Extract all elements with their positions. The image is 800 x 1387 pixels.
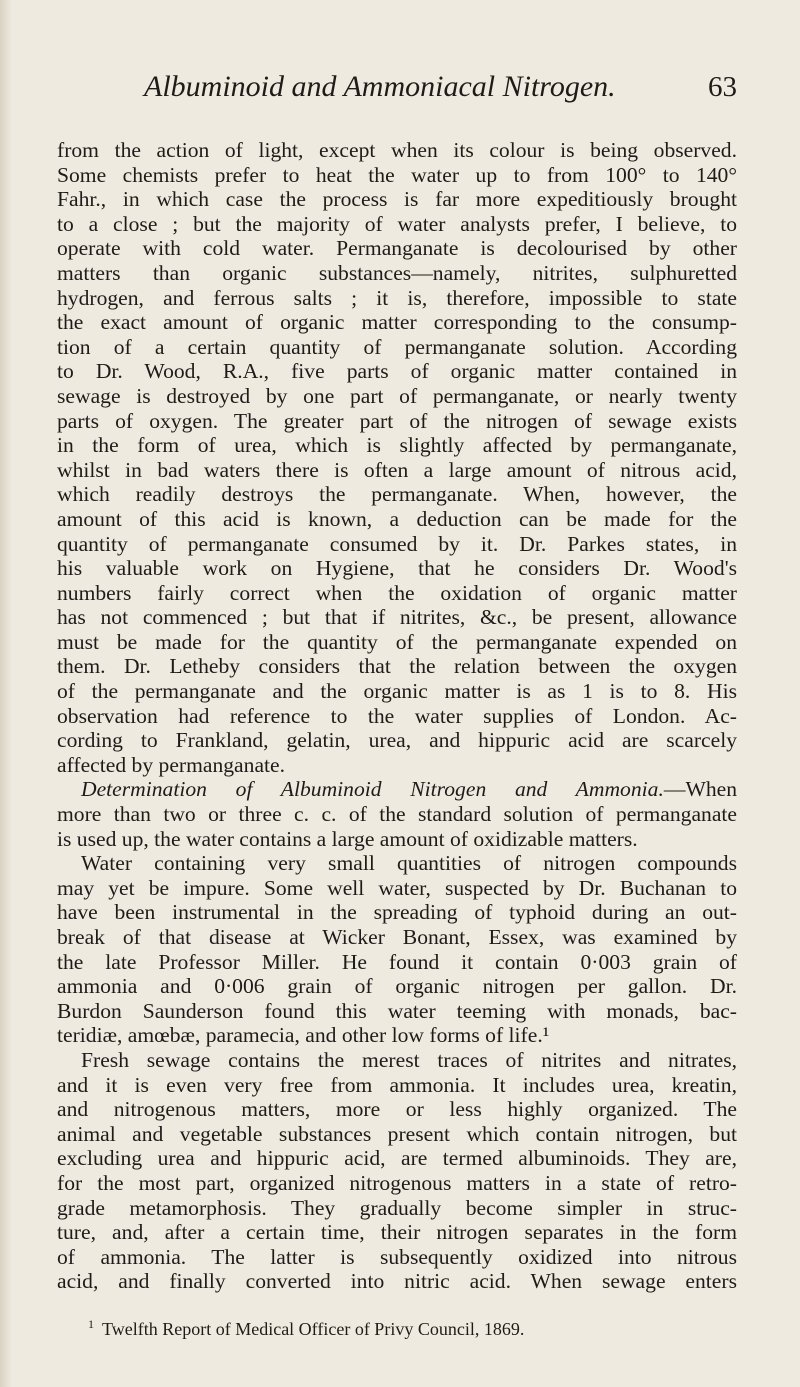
text-line: break of that disease at Wicker Bonant, Essex, was examined by bbox=[57, 925, 737, 949]
paragraph-4 bbox=[57, 1048, 737, 1294]
text-line: his valuable work on Hygiene, that he considers Dr. Wood's bbox=[57, 556, 737, 581]
text-line: more than two or three c. c. of the standard solution of permanganate bbox=[57, 802, 737, 827]
text-line: and it is even very free from ammonia. It includes urea, kreatin, bbox=[57, 1072, 737, 1097]
text-line: is used up, the water contains a large amount of oxidizable matters. bbox=[57, 826, 638, 851]
text-line: hydrogen, and ferrous salts ; it is, therefore, impossible to state bbox=[57, 285, 737, 310]
text-line: must be made for the quantity of the permanganate expended on bbox=[57, 629, 737, 654]
text-line: animal and vegetable substances present which contain nitrogen, but bbox=[57, 1121, 737, 1146]
text-line: Fresh sewage contains the merest traces of nitrites and nitrates, bbox=[81, 1047, 737, 1072]
text-line: the exact amount of organic matter corresponding to the consump- bbox=[57, 310, 737, 335]
text-line: in the form of urea, which is slightly affected by permanganate, bbox=[57, 433, 737, 458]
text-line: to Dr. Wood, R.A., five parts of organic matter contained in bbox=[57, 359, 737, 384]
text-line: Fahr., in which case the process is far more expeditiously brought bbox=[57, 187, 737, 212]
text-line: of the permanganate and the organic matter is as 1 is to 8. His bbox=[57, 679, 737, 704]
footnote-marker: 1 bbox=[88, 1317, 94, 1331]
running-header bbox=[144, 70, 737, 104]
running-title: Albuminoid and Ammoniacal Nitrogen. bbox=[144, 70, 616, 103]
text-line: quantity of permanganate consumed by it. Dr. Parkes states, in bbox=[57, 531, 737, 556]
footnote bbox=[88, 1317, 748, 1340]
page-number: 63 bbox=[708, 71, 737, 103]
text-line: whilst in bad waters there is often a large amount of nitrous acid, bbox=[57, 457, 737, 482]
text-line: ture, and, after a certain time, their nitrogen separates in the form bbox=[57, 1220, 737, 1245]
text-line: tion of a certain quantity of permanganate solution. According bbox=[57, 334, 737, 359]
text-line: and nitrogenous matters, more or less highly organized. The bbox=[57, 1097, 737, 1122]
text-line: cording to Frankland, gelatin, urea, and hippuric acid are scarcely bbox=[57, 728, 737, 753]
text-line: acid, and finally converted into nitric acid. When sewage enters bbox=[57, 1269, 737, 1294]
text-line: the late Professor Miller. He found it contain 0·003 grain of bbox=[57, 949, 737, 974]
text-line: has not commenced ; but that if nitrites, &c., be present, allowance bbox=[57, 605, 737, 630]
page-spine-shadow bbox=[0, 0, 12, 1387]
text-line: teridiæ, amœbæ, paramecia, and other low forms of life.¹ bbox=[57, 1023, 550, 1048]
text-line: numbers fairly correct when the oxidation of organic matter bbox=[57, 580, 737, 605]
text-line: observation had reference to the water supplies of London. Ac- bbox=[57, 703, 737, 728]
section-heading: Determination of Albuminoid Nitrogen and Ammonia. bbox=[81, 777, 664, 802]
text-line: Some chemists prefer to heat the water up to from 100° to 140° bbox=[57, 162, 737, 187]
text-line: sewage is destroyed by one part of permanganate, or nearly twenty bbox=[57, 383, 737, 408]
text-line: operate with cold water. Permanganate is decolourised by other bbox=[57, 236, 737, 261]
text-line: have been instrumental in the spreading of typhoid during an out- bbox=[57, 900, 737, 925]
section-heading-tail: —When bbox=[663, 777, 737, 802]
text-line: for the most part, organized nitrogenous matters in a state of retro- bbox=[57, 1170, 737, 1195]
paragraph-2-first-line bbox=[57, 777, 737, 802]
text-line: parts of oxygen. The greater part of the nitrogen of sewage exists bbox=[57, 408, 737, 433]
text-line: to a close ; but the majority of water analysts prefer, I believe, to bbox=[57, 211, 737, 236]
paragraph-3 bbox=[57, 851, 737, 1048]
text-line: ammonia and 0·006 grain of organic nitrogen per gallon. Dr. bbox=[57, 974, 737, 999]
text-line: of ammonia. The latter is subsequently oxidized into nitrous bbox=[57, 1244, 737, 1269]
text-line: may yet be impure. Some well water, suspected by Dr. Buchanan to bbox=[57, 875, 737, 900]
body-text bbox=[57, 138, 737, 1294]
text-line: them. Dr. Letheby considers that the relation between the oxygen bbox=[57, 654, 737, 679]
text-line: amount of this acid is known, a deduction can be made for the bbox=[57, 506, 737, 531]
paragraph-2 bbox=[57, 802, 737, 851]
footnote-text: Twelfth Report of Medical Officer of Privy Council, 1869. bbox=[102, 1319, 525, 1339]
text-line: from the action of light, except when its colour is being observed. bbox=[57, 138, 737, 162]
text-line: grade metamorphosis. They gradually become simpler in struc- bbox=[57, 1195, 737, 1220]
text-line: Burdon Saunderson found this water teeming with monads, bac- bbox=[57, 998, 737, 1023]
text-line: excluding urea and hippuric acid, are termed albuminoids. They are, bbox=[57, 1146, 737, 1171]
text-line: affected by permanganate. bbox=[57, 752, 286, 777]
paragraph-1 bbox=[57, 138, 737, 777]
text-line: Water containing very small quantities of nitrogen compounds bbox=[81, 851, 737, 876]
text-line: which readily destroys the permanganate. When, however, the bbox=[57, 482, 737, 507]
text-line: matters than organic substances—namely, nitrites, sulphuretted bbox=[57, 260, 737, 285]
